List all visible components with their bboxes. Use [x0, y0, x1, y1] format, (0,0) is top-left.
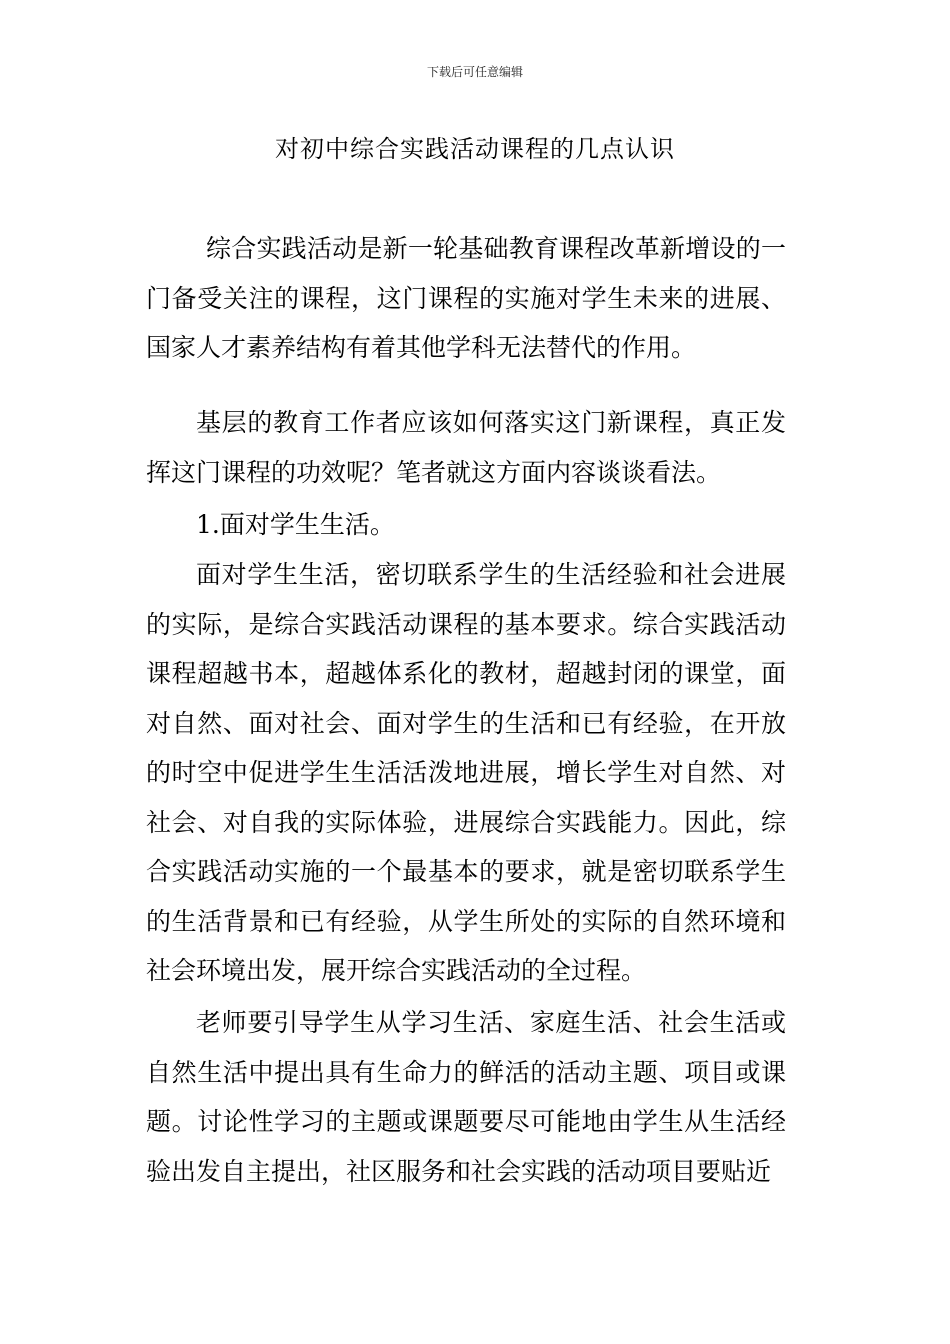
- paragraph-text: 综合实践活动是新一轮基础教育课程改革新增设的一门备受关注的课程，这门课程的实施对学生未来的进展、国家人才素养结构有着其他学科无法替代的作用。: [146, 234, 786, 362]
- paragraph-3: [146, 550, 786, 996]
- paragraph-text: 面对学生生活，密切联系学生的生活经验和社会进展的实际，是综合实践活动课程的基本要求。综合实践活动课程超越书本，超越体系化的教材，超越封闭的课堂，面对自然、面对社会、面对学生的生活和已有经验，在开放的时空中促进学生生活活泼地进展，增长学生对自然、对社会、对自我的实际体验，进展综合实践能力。因此，综合实践活动实施的一个最基本的要求，就是密切联系学生的生活背景和已有经验，从学生所处的实际的自然环境和社会环境出发，展开综合实践活动的全过程。: [146, 560, 786, 985]
- section-heading-1: [146, 500, 786, 550]
- header-note: 下载后可任意编辑: [426, 65, 523, 79]
- document-title: 对初中综合实践活动课程的几点认识: [275, 135, 675, 163]
- paragraph-2: [146, 398, 786, 497]
- paragraph-text: 老师要引导学生从学习生活、家庭生活、社会生活或自然生活中提出具有生命力的鲜活的活动主题、项目或课题。讨论性学习的主题或课题要尽可能地由学生从生活经验出发自主提出，社区服务和社会实践的活动项目要贴近: [146, 1008, 786, 1186]
- paragraph-text: 基层的教育工作者应该如何落实这门新课程，真正发挥这门课程的功效呢？笔者就这方面内容谈谈看法。: [146, 408, 786, 487]
- paragraph-1: [146, 224, 786, 373]
- paragraph-text: 1.面对学生生活。: [196, 510, 395, 539]
- paragraph-4: [146, 998, 786, 1196]
